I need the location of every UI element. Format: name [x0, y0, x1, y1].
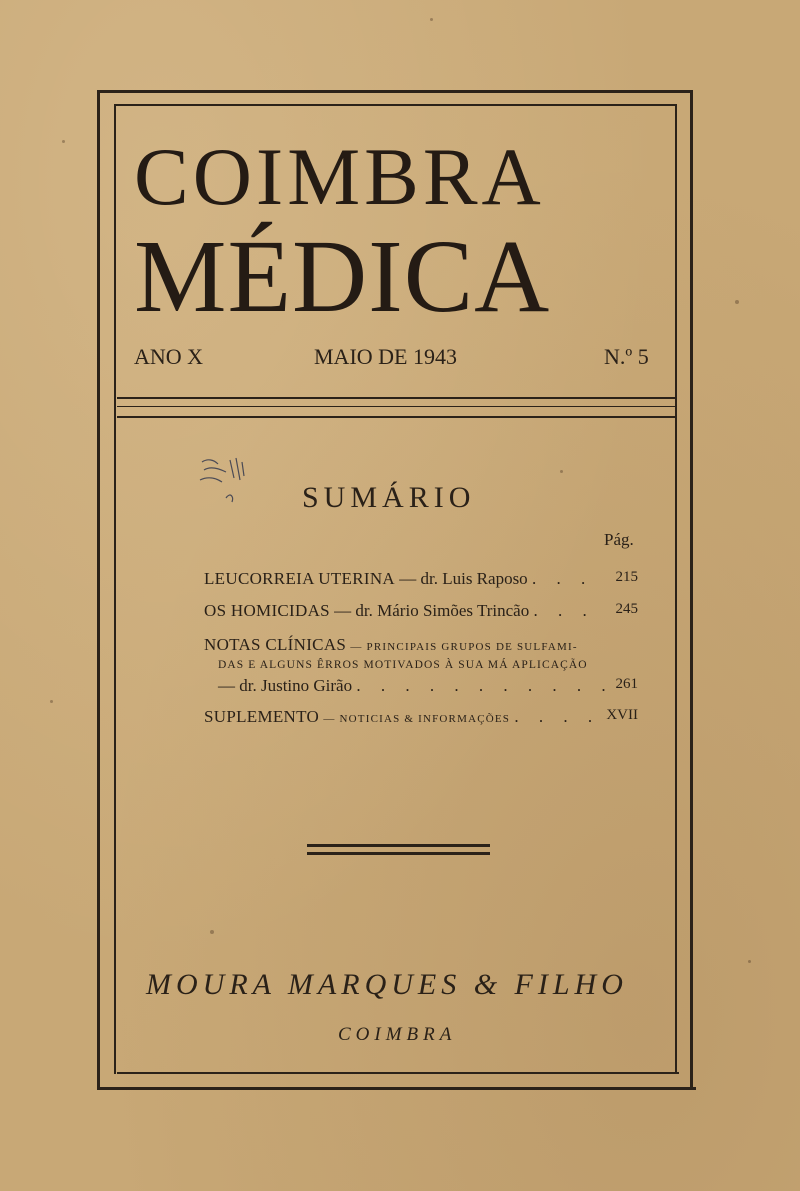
issue-number: N.º 5: [604, 344, 649, 369]
toc-entry-subtitle-continued: DAS E ALGUNS ÊRROS MOTIVADOS À SUA MÁ APLICAÇÃO: [218, 659, 588, 671]
toc-entry-title: OS HOMICIDAS: [204, 601, 330, 620]
journal-title-line-2: MÉDICA: [134, 219, 551, 334]
toc-entry[interactable]: [204, 570, 638, 590]
journal-title-line-1: COIMBRA: [134, 131, 545, 222]
toc-leader-dots: . . . . . . . . . . .: [356, 676, 614, 695]
year-label: ANO X: [134, 344, 204, 369]
header-divider-3: [117, 416, 675, 418]
toc-entry-author: — dr. Mário Simões Trincão: [334, 601, 530, 620]
paper-speck: [62, 140, 65, 143]
paper-speck: [210, 930, 214, 934]
paper-speck: [748, 960, 751, 963]
paper-speck: [735, 300, 739, 304]
toc-entry-page: 261: [615, 676, 638, 692]
frame-inner-top: [114, 104, 676, 106]
publisher-name: MOURA MARQUES & FILHO: [146, 968, 628, 1001]
paper-speck: [560, 470, 563, 473]
toc-entry[interactable]: [204, 636, 638, 698]
toc-entry-author: — dr. Luis Raposo: [399, 569, 528, 588]
ornament-rule-top: [307, 844, 490, 847]
frame-inner-left: [114, 104, 116, 1074]
page-column-label: Pág.: [604, 530, 634, 549]
toc-entry-subtitle: — PRINCIPAIS GRUPOS DE SULFAMI-: [350, 641, 578, 653]
summary-heading: SUMÁRIO: [302, 481, 476, 514]
toc-entry-page: 215: [615, 569, 638, 585]
ornament-rule-bottom: [307, 852, 490, 855]
header-divider-1: [117, 397, 675, 399]
toc-entry-title: NOTAS CLÍNICAS: [204, 635, 347, 654]
toc-entry[interactable]: [204, 602, 638, 622]
toc-entry[interactable]: [204, 708, 638, 728]
frame-outer-bottom: [100, 1087, 696, 1090]
paper-speck: [50, 700, 53, 703]
toc-entry-page: 245: [615, 601, 638, 617]
toc-entry-page: XVII: [606, 707, 638, 723]
header-divider-2: [117, 406, 675, 407]
frame-outer-left: [97, 90, 100, 1090]
toc-leader-dots: . . . .: [514, 707, 601, 726]
toc-leader-dots: . . .: [531, 569, 594, 588]
toc-entry-title: LEUCORREIA UTERINA: [204, 569, 395, 588]
handwritten-mark-icon: [196, 452, 266, 508]
frame-inner-bottom: [117, 1072, 679, 1074]
toc-entry-author: — dr. Justino Girão: [218, 676, 353, 695]
frame-outer-top: [97, 90, 693, 93]
toc-leader-dots: . . .: [533, 601, 595, 620]
paper-speck: [430, 18, 433, 21]
date-label: MAIO DE 1943: [314, 344, 457, 369]
toc-entry-title: SUPLEMENTO: [204, 707, 320, 726]
toc-entry-subtitle: — NOTICIAS & INFORMAÇÕES: [323, 713, 511, 725]
publisher-city: COIMBRA: [338, 1024, 457, 1045]
